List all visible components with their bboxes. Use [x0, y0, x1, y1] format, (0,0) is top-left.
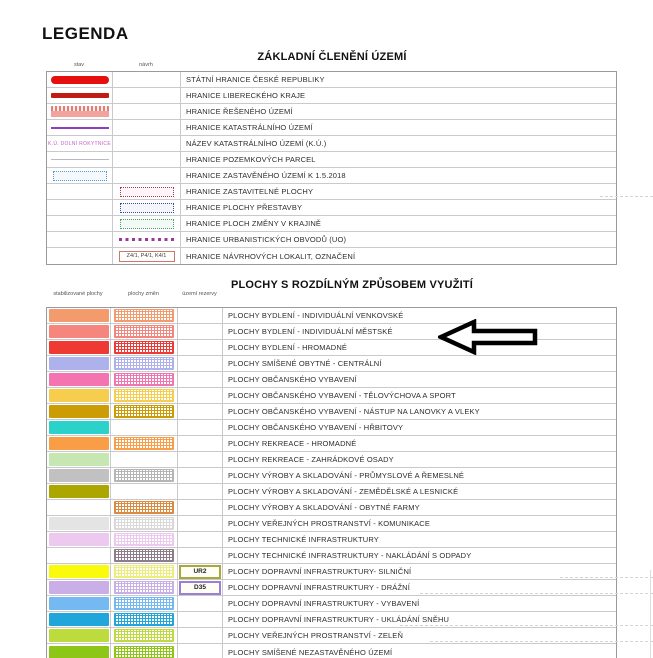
legend-row	[47, 564, 616, 580]
changes-cell	[111, 612, 178, 627]
area-hatch-swatch	[114, 405, 174, 418]
area-color-swatch	[49, 421, 109, 434]
area-color-swatch	[49, 357, 109, 370]
row-label: PLOCHY VÝROBY A SKLADOVÁNÍ - PRŮMYSLOVÉ A ŘEMESLNÉ	[228, 471, 465, 480]
cadastral-name-sample: K.Ú. DOLNÍ ROKYTNICE	[48, 140, 111, 147]
boundary-line-swatch	[51, 93, 109, 98]
legend-row	[47, 452, 616, 468]
navrh-cell	[113, 216, 181, 231]
reserve-cell	[178, 644, 223, 658]
scan-artifact-line	[400, 625, 653, 626]
reserve-label-box: UR2	[179, 565, 221, 579]
row-label: PLOCHY OBČANSKÉHO VYBAVENÍ - NÁSTUP NA LANOVKY A VLEKY	[228, 407, 480, 416]
navrh-cell	[113, 184, 181, 199]
row-label: PLOCHY SMÍŠENÉ NEZASTAVĚNÉHO ÚZEMÍ	[228, 647, 393, 657]
area-hatch-swatch	[114, 549, 174, 562]
navrh-cell	[113, 152, 181, 167]
legend-row	[47, 168, 616, 184]
area-color-swatch	[49, 565, 109, 578]
row-label: PLOCHY DOPRAVNÍ INFRASTRUKTURY - VYBAVENÍ	[228, 599, 420, 608]
reserve-cell	[178, 468, 223, 483]
reserve-cell	[178, 420, 223, 435]
stav-cell	[47, 88, 113, 103]
legend-row	[47, 152, 616, 168]
band-solid	[51, 111, 109, 117]
area-color-swatch	[49, 517, 109, 530]
legend-row	[47, 248, 616, 264]
reserve-cell	[178, 612, 223, 627]
row-label: PLOCHY BYDLENÍ - INDIVIDUÁLNÍ MĚSTSKÉ	[228, 327, 393, 336]
column-header-stav: stav	[73, 62, 85, 68]
changes-cell	[111, 372, 178, 387]
area-color-swatch	[49, 341, 109, 354]
area-color-swatch	[49, 613, 109, 626]
reserve-cell	[178, 372, 223, 387]
scan-artifact-line	[560, 577, 653, 578]
area-color-swatch	[49, 437, 109, 450]
reserve-cell	[178, 532, 223, 547]
dotted-boundary-swatch	[120, 203, 174, 213]
legend-row	[47, 372, 616, 388]
stabilized-cell	[47, 436, 111, 451]
stabilized-cell	[47, 612, 111, 627]
row-label: HRANICE ŘEŠENÉHO ÚZEMÍ	[186, 107, 293, 116]
reserve-cell	[178, 324, 223, 339]
basic-division-table	[46, 71, 617, 265]
row-label: PLOCHY OBČANSKÉHO VYBAVENÍ - HŘBITOVY	[228, 423, 404, 432]
area-hatch-swatch	[114, 309, 174, 322]
legend-row	[47, 136, 616, 152]
boundary-line-swatch	[51, 127, 109, 129]
stabilized-cell	[47, 356, 111, 371]
page-title: LEGENDA	[42, 24, 129, 43]
row-label: PLOCHY VEŘEJNÝCH PROSTRANSTVÍ - ZELEŇ	[228, 631, 404, 640]
reserve-cell	[178, 500, 223, 515]
legend-row	[47, 420, 616, 436]
legend-row	[47, 388, 616, 404]
legend-row	[47, 72, 616, 88]
stabilized-cell	[47, 532, 111, 547]
legend-row	[47, 120, 616, 136]
navrh-cell	[113, 136, 181, 151]
scan-artifact-line	[650, 570, 651, 658]
stabilized-cell	[47, 484, 111, 499]
reserve-cell	[178, 596, 223, 611]
area-hatch-swatch	[114, 389, 174, 402]
highlight-arrow-icon	[438, 319, 540, 355]
row-label: PLOCHY VEŘEJNÝCH PROSTRANSTVÍ - KOMUNIKACE	[228, 519, 431, 528]
stabilized-cell	[47, 644, 111, 658]
stabilized-cell	[47, 628, 111, 643]
stabilized-cell	[47, 308, 111, 323]
navrh-cell	[113, 104, 181, 119]
reserve-cell	[178, 436, 223, 451]
changes-cell	[111, 404, 178, 419]
reserve-cell	[178, 548, 223, 563]
reserve-cell	[178, 564, 223, 579]
boundary-line-swatch	[51, 76, 109, 84]
land-use-table	[46, 307, 617, 658]
stabilized-cell	[47, 324, 111, 339]
changes-cell	[111, 548, 178, 563]
area-color-swatch	[49, 581, 109, 594]
row-label: PLOCHY OBČANSKÉHO VYBAVENÍ	[228, 375, 357, 384]
column-header-plochy-zmen: plochy změn	[128, 291, 159, 297]
changes-cell	[111, 436, 178, 451]
legend-row	[47, 356, 616, 372]
stabilized-cell	[47, 500, 111, 515]
column-header-navrh: návrh	[139, 62, 153, 68]
changes-cell	[111, 340, 178, 355]
legend-row	[47, 200, 616, 216]
stabilized-cell	[47, 596, 111, 611]
stabilized-cell	[47, 420, 111, 435]
changes-cell	[111, 596, 178, 611]
row-label: HRANICE POZEMKOVÝCH PARCEL	[186, 155, 316, 164]
column-header-uzemi-rezervy: území rezervy	[182, 291, 217, 297]
changes-cell	[111, 500, 178, 515]
stabilized-cell	[47, 548, 111, 563]
stav-cell	[47, 152, 113, 167]
navrh-cell	[113, 72, 181, 87]
area-hatch-swatch	[114, 325, 174, 338]
changes-cell	[111, 644, 178, 658]
legend-row	[47, 596, 616, 612]
area-color-swatch	[49, 453, 109, 466]
stav-cell	[47, 104, 113, 119]
changes-cell	[111, 484, 178, 499]
reserve-label-box: D35	[179, 581, 221, 595]
row-label: HRANICE LIBERECKÉHO KRAJE	[186, 91, 306, 100]
row-label: PLOCHY BYDLENÍ - INDIVIDUÁLNÍ VENKOVSKÉ	[228, 311, 404, 320]
navrh-cell	[113, 120, 181, 135]
column-header-stabilizovane-plochy: stabilizované plochy	[53, 291, 103, 297]
area-hatch-swatch	[114, 437, 174, 450]
row-label: PLOCHY VÝROBY A SKLADOVÁNÍ - OBYTNÉ FARMY	[228, 503, 420, 512]
stabilized-cell	[47, 564, 111, 579]
area-hatch-swatch	[114, 341, 174, 354]
legend-row	[47, 484, 616, 500]
stav-cell	[47, 72, 113, 87]
stav-cell	[47, 168, 113, 183]
row-label: PLOCHY REKREACE - ZAHRÁDKOVÉ OSADY	[228, 455, 394, 464]
legend-row	[47, 216, 616, 232]
changes-cell	[111, 516, 178, 531]
legend-row	[47, 468, 616, 484]
row-label: PLOCHY TECHNICKÉ INFRASTRUKTURY	[228, 535, 379, 544]
stav-cell	[47, 248, 113, 264]
area-hatch-swatch	[114, 646, 174, 658]
reserve-cell	[178, 580, 223, 595]
legend-row	[47, 104, 616, 120]
area-hatch-swatch	[114, 629, 174, 642]
area-color-swatch	[49, 485, 109, 498]
stabilized-cell	[47, 372, 111, 387]
row-label: NÁZEV KATASTRÁLNÍHO ÚZEMÍ (K.Ú.)	[186, 139, 327, 148]
legend-row	[47, 532, 616, 548]
row-label: HRANICE PLOCH ZMĚNY V KRAJINĚ	[186, 219, 322, 228]
row-label: PLOCHY OBČANSKÉHO VYBAVENÍ - TĚLOVÝCHOVA A SPORT	[228, 391, 456, 400]
dotted-boundary-swatch	[120, 219, 174, 229]
dotted-boundary-swatch	[53, 171, 107, 181]
reserve-cell	[178, 340, 223, 355]
area-color-swatch	[49, 533, 109, 546]
stav-cell	[47, 184, 113, 199]
section1-title: ZÁKLADNÍ ČLENĚNÍ ÚZEMÍ	[257, 51, 407, 63]
scan-artifact-line	[430, 641, 653, 642]
legend-row	[47, 184, 616, 200]
stabilized-cell	[47, 580, 111, 595]
legend-row	[47, 500, 616, 516]
area-hatch-swatch	[114, 613, 174, 626]
area-hatch-swatch	[114, 533, 174, 546]
row-label: PLOCHY DOPRAVNÍ INFRASTRUKTURY- SILNIČNÍ	[228, 567, 412, 576]
area-hatch-swatch	[114, 501, 174, 514]
area-color-swatch	[49, 629, 109, 642]
area-hatch-swatch	[114, 597, 174, 610]
changes-cell	[111, 564, 178, 579]
changes-cell	[111, 324, 178, 339]
row-label: PLOCHY TECHNICKÉ INFRASTRUKTURY - NAKLÁDÁNÍ S ODPADY	[228, 551, 472, 560]
reserve-cell	[178, 388, 223, 403]
navrh-cell	[113, 88, 181, 103]
row-label: HRANICE KATASTRÁLNÍHO ÚZEMÍ	[186, 123, 313, 132]
changes-cell	[111, 468, 178, 483]
reserve-cell	[178, 308, 223, 323]
row-label: HRANICE URBANISTICKÝCH OBVODŮ (UO)	[186, 235, 347, 244]
area-color-swatch	[49, 325, 109, 338]
reserve-cell	[178, 628, 223, 643]
row-label: STÁTNÍ HRANICE ČESKÉ REPUBLIKY	[186, 75, 325, 84]
area-hatch-swatch	[114, 517, 174, 530]
scan-artifact-line	[420, 593, 653, 594]
area-color-swatch	[49, 646, 109, 658]
boundary-line-swatch	[51, 159, 109, 160]
navrh-cell	[113, 200, 181, 215]
row-label: HRANICE PLOCHY PŘESTAVBY	[186, 203, 303, 212]
area-hatch-swatch	[114, 565, 174, 578]
scan-artifact-line	[600, 196, 653, 197]
stav-cell	[47, 232, 113, 247]
section2-title: PLOCHY S ROZDÍLNÝM ZPŮSOBEM VYUŽITÍ	[230, 279, 474, 291]
area-color-swatch	[49, 469, 109, 482]
reserve-cell	[178, 452, 223, 467]
changes-cell	[111, 628, 178, 643]
row-label: PLOCHY BYDLENÍ - HROMADNÉ	[228, 343, 348, 352]
area-hatch-swatch	[114, 581, 174, 594]
dotted-line-swatch	[119, 238, 175, 242]
dotted-boundary-swatch	[120, 187, 174, 197]
stabilized-cell	[47, 404, 111, 419]
row-label: HRANICE ZASTAVITELNÉ PLOCHY	[186, 187, 314, 196]
area-color-swatch	[49, 373, 109, 386]
legend-row	[47, 232, 616, 248]
stav-cell	[47, 120, 113, 135]
changes-cell	[111, 308, 178, 323]
changes-cell	[111, 356, 178, 371]
stav-cell	[47, 200, 113, 215]
row-label: PLOCHY DOPRAVNÍ INFRASTRUKTURY - UKLÁDÁNÍ SNĚHU	[228, 615, 450, 624]
row-label: HRANICE ZASTAVĚNÉHO ÚZEMÍ K 1.5.2018	[186, 171, 346, 180]
stabilized-cell	[47, 452, 111, 467]
reserve-cell	[178, 404, 223, 419]
area-color-swatch	[49, 405, 109, 418]
navrh-cell	[113, 248, 181, 264]
legend-row	[47, 644, 616, 658]
row-label: PLOCHY DOPRAVNÍ INFRASTRUKTURY - DRÁŽNÍ	[228, 583, 410, 592]
changes-cell	[111, 452, 178, 467]
area-color-swatch	[49, 597, 109, 610]
stabilized-cell	[47, 468, 111, 483]
stabilized-cell	[47, 516, 111, 531]
stabilized-cell	[47, 340, 111, 355]
legend-row	[47, 548, 616, 564]
legend-row	[47, 516, 616, 532]
locality-code-box: Z4/1, P4/1, K4/1	[119, 251, 175, 262]
row-label: PLOCHY SMÍŠENÉ OBYTNÉ - CENTRÁLNÍ	[228, 359, 382, 368]
changes-cell	[111, 580, 178, 595]
area-color-swatch	[49, 389, 109, 402]
row-label: HRANICE NÁVRHOVÝCH LOKALIT, OZNAČENÍ	[186, 251, 356, 261]
navrh-cell	[113, 232, 181, 247]
stabilized-cell	[47, 388, 111, 403]
row-label: PLOCHY REKREACE - HROMADNÉ	[228, 439, 357, 448]
area-hatch-swatch	[114, 373, 174, 386]
reserve-cell	[178, 356, 223, 371]
hatched-band-swatch	[51, 106, 109, 117]
legend-row	[47, 404, 616, 420]
area-hatch-swatch	[114, 357, 174, 370]
legend-row	[47, 436, 616, 452]
area-color-swatch	[49, 309, 109, 322]
stav-cell	[47, 216, 113, 231]
legend-row	[47, 88, 616, 104]
changes-cell	[111, 388, 178, 403]
reserve-cell	[178, 516, 223, 531]
navrh-cell	[113, 168, 181, 183]
changes-cell	[111, 532, 178, 547]
changes-cell	[111, 420, 178, 435]
reserve-cell	[178, 484, 223, 499]
stav-cell	[47, 136, 113, 151]
row-label: PLOCHY VÝROBY A SKLADOVÁNÍ - ZEMĚDĚLSKÉ A LESNICKÉ	[228, 487, 459, 496]
area-hatch-swatch	[114, 469, 174, 482]
